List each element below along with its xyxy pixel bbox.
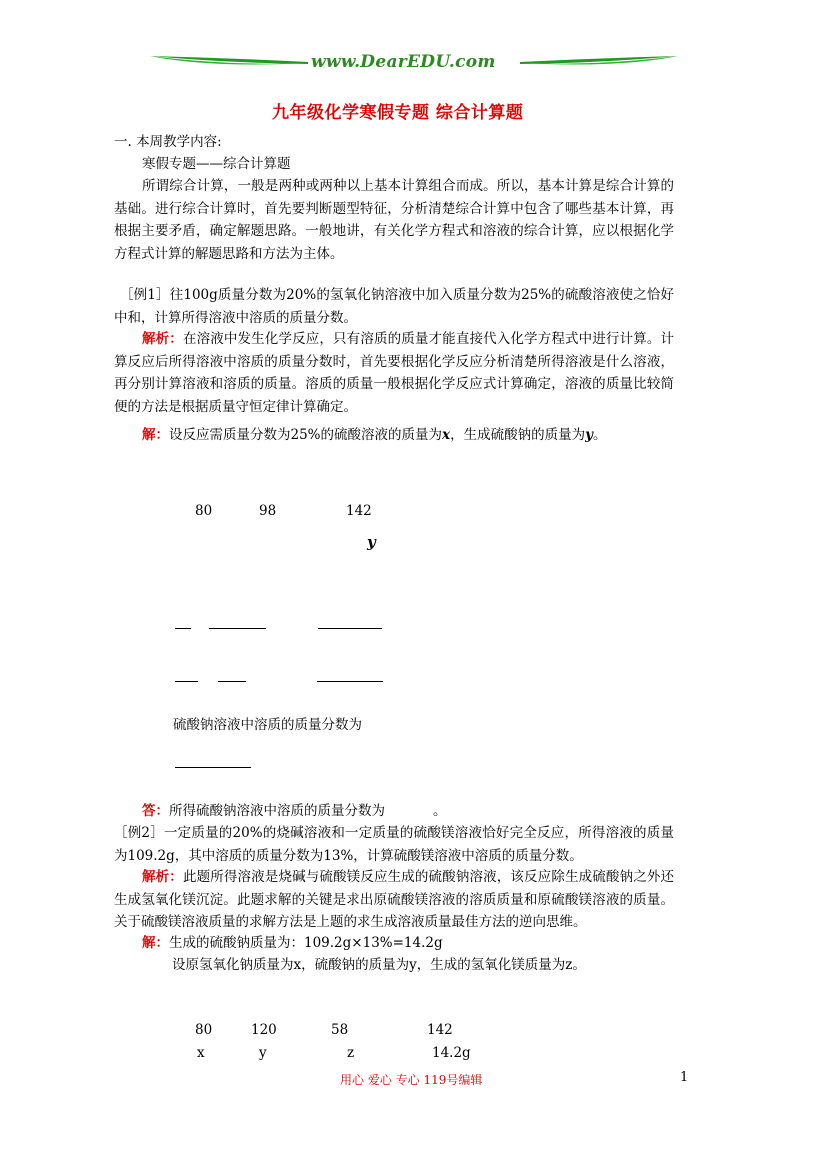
fraction-line: [318, 628, 382, 629]
answer-text: 所得硫酸钠溶液中溶质的质量分数为: [169, 803, 385, 819]
page-number: 1: [680, 1070, 689, 1085]
site-logo-text: www.DearEDU.com: [311, 52, 496, 72]
variable-x: x: [197, 1045, 205, 1061]
fraction-line: [218, 681, 246, 682]
section-subheading: 寒假专题——综合计算题: [142, 156, 291, 172]
fraction-line: [175, 628, 191, 629]
mass-80: 80: [195, 1022, 213, 1038]
example2-question: ［例2］一定质量的20%的烧碱溶液和一定质量的硫酸镁溶液恰好完全反应，所得溶液的质量为109.2g，其中溶质的质量分数为13%，计算硫酸镁溶液中溶质的质量分数。: [114, 825, 674, 864]
solution-label: 解：: [142, 935, 169, 951]
solution-text-end: 。: [592, 427, 607, 443]
mass-58: 58: [331, 1022, 349, 1038]
example2-solution: [142, 932, 443, 955]
solution-text-mid: ，生成硫酸钠的质量为: [450, 427, 586, 443]
example1-answer: [142, 800, 447, 823]
mass-14-2g: 14.2g: [432, 1045, 471, 1061]
example1-solution: [142, 424, 606, 447]
footer-slogan: 用心 爱心 专心 119号编辑: [340, 1073, 483, 1087]
analysis-label: 解析：: [142, 331, 183, 347]
fraction-line: [175, 681, 198, 682]
mass-98: 98: [259, 503, 277, 519]
analysis-label: 解析：: [142, 869, 183, 885]
fraction-line: [175, 767, 251, 768]
solution-text: 生成的硫酸钠质量为：109.2g×13%=14.2g: [169, 935, 443, 951]
analysis-text: 此题所得溶液是烧碱与硫酸镁反应生成的硫酸钠溶液，该反应除生成硫酸钠之外还生成氢氧化镁沉淀。此题求解的关键是求出原硫酸镁溶液的溶质质量和原硫酸镁溶液的质量。关于硫酸镁溶液质量的求解方法是上题的求生成溶液质量最佳方法的逆向思维。: [114, 869, 675, 930]
variable-y: y: [259, 1045, 267, 1061]
section-heading: 一. 本周教学内容:: [114, 134, 222, 150]
example1-question: ［例1］往100g质量分数为20%的氢氧化钠溶液中加入质量分数为25%的硫酸溶液使之恰好中和，计算所得溶液中溶质的质量分数。: [114, 287, 674, 326]
answer-label: 答：: [142, 803, 169, 819]
mass-142: 142: [346, 503, 372, 519]
intro-paragraph: 所谓综合计算，一般是两种或两种以上基本计算组合而成。所以，基本计算是综合计算的基础。进行综合计算时，首先要判断题型特征，分析清楚综合计算中包含了哪些基本计算，再根据主要矛盾，确定解题思路。一般地讲，有关化学方程式和溶液的综合计算，应以根据化学方程式计算的解题思路和方法为主体。: [114, 178, 674, 262]
mass-142: 142: [427, 1022, 453, 1038]
variable-x: x: [442, 427, 451, 443]
fraction-line: [209, 628, 266, 629]
solution-label: 解：: [142, 427, 169, 443]
example2-analysis: [114, 866, 674, 934]
example1-analysis: [114, 328, 674, 418]
answer-end: 。: [433, 803, 447, 819]
variable-y: y: [585, 427, 593, 443]
page-title: 九年级化学寒假专题 综合计算题: [272, 103, 524, 123]
fraction-label: 硫酸钠溶液中溶质的质量分数为: [173, 717, 362, 733]
mass-120: 120: [251, 1022, 277, 1038]
example2-setup: 设原氢氧化钠质量为x，硫酸钠的质量为y，生成的氢氧化镁质量为z。: [172, 957, 586, 973]
variable-y-below: y: [367, 533, 376, 551]
variable-z: z: [347, 1045, 355, 1061]
analysis-text: 在溶液中发生化学反应，只有溶质的质量才能直接代入化学方程式中进行计算。计算反应后所得溶液中溶质的质量分数时，首先要根据化学反应分析清楚所得溶液是什么溶液，再分别计算溶液和溶质的质量。溶质的质量一般根据化学反应式计算确定，溶液的质量比较简便的方法是根据质量守恒定律计算确定。: [114, 331, 675, 415]
solution-text: 设反应需质量分数为25%的硫酸溶液的质量为: [169, 427, 443, 443]
fraction-line: [317, 681, 383, 682]
mass-80: 80: [195, 503, 213, 519]
